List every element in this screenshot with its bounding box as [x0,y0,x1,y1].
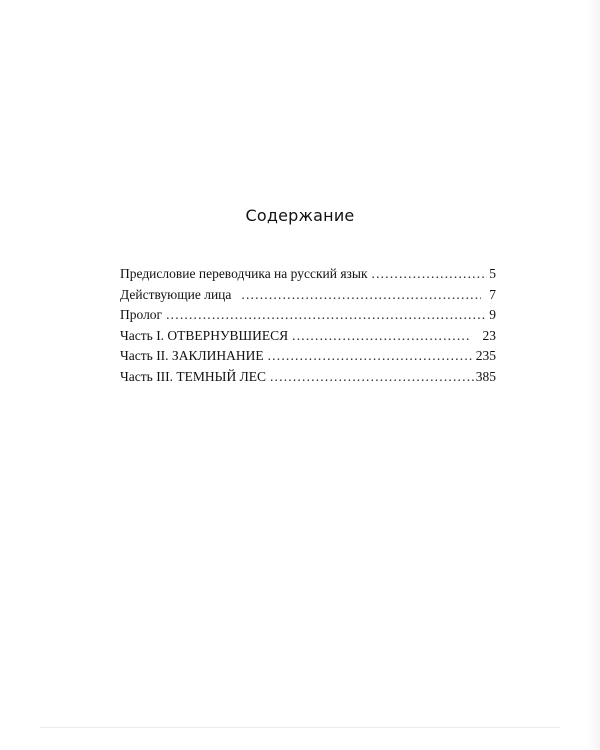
toc-entry-label: Действующие лица [120,286,232,302]
toc-entry-characters [120,285,496,306]
toc-leader-dots [270,367,474,388]
toc-entry-part-3 [120,367,496,388]
toc-leader-dots [372,264,488,285]
toc-title: Содержание [245,206,355,225]
page-edge-shadow [586,0,600,750]
toc-entry-page: 23 [482,327,496,343]
toc-entry-page: 9 [489,307,496,322]
toc-entry-label: Часть II. ЗАКЛИНАНИЕ [120,348,264,363]
toc-entry-preface [120,264,496,285]
toc-entry-page: 7 [489,286,496,302]
toc-leader-dots [166,305,487,326]
toc-leader-dots [268,346,474,367]
toc-leader-dots [292,326,470,347]
toc-entry-part-1 [120,326,496,347]
toc-leader-dots [241,285,481,306]
toc-entry-page: 5 [489,266,496,281]
toc-entry-label: Часть I. ОТВЕРНУВШИЕСЯ [120,327,289,343]
page-bottom-edge [40,727,560,728]
toc-entry-label: Пролог [120,307,163,322]
toc-entry-label: Часть III. ТЕМНЫЙ ЛЕС [120,368,266,384]
toc-entry-prologue [120,305,496,326]
toc-entry-page: 385 [475,368,496,384]
toc-entry-label: Предисловие переводчика на русский язык [120,266,368,281]
table-of-contents [120,264,496,387]
toc-entry-part-2 [120,346,496,367]
toc-entry-page: 235 [475,348,496,363]
